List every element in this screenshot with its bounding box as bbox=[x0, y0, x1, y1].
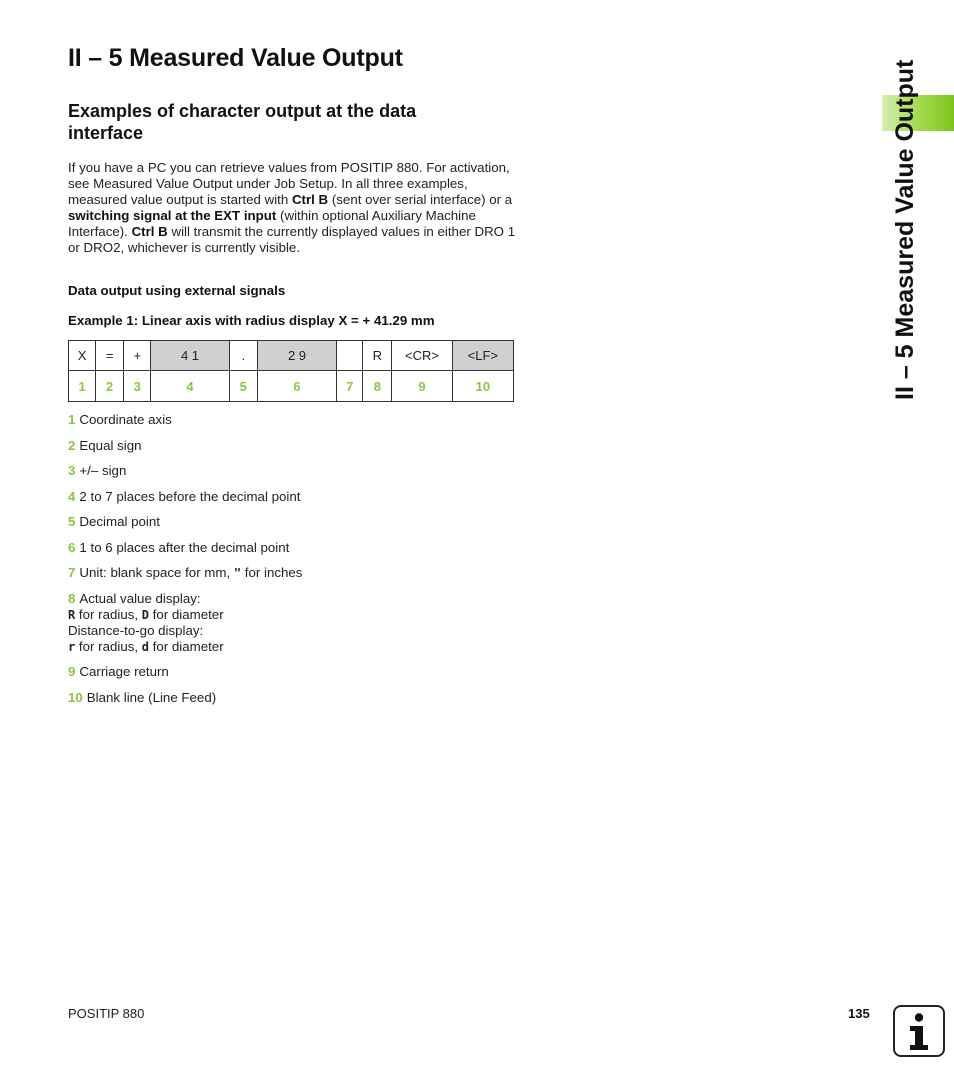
table-cell: = bbox=[96, 341, 124, 371]
intro-text-1: If you have a PC you can retrieve values from POSITIP 880. For activation, see Measured Value Output under Job Setup. In all three examples, measured value output is started with bbox=[68, 160, 510, 207]
legend-text: Unit: blank space for mm, bbox=[79, 565, 234, 580]
page-title: II – 5 Measured Value Output bbox=[68, 44, 403, 72]
list-item bbox=[68, 412, 488, 428]
table-cell: + bbox=[124, 341, 151, 371]
list-item bbox=[68, 664, 488, 680]
legend-mono-char: d bbox=[141, 639, 149, 654]
legend-text: Distance-to-go display: bbox=[68, 622, 204, 638]
table-cell: 10 bbox=[452, 371, 513, 402]
legend-number: 3 bbox=[68, 463, 76, 478]
table-cell: 3 bbox=[124, 371, 151, 402]
list-item bbox=[68, 690, 488, 706]
legend-mono-char: " bbox=[233, 566, 242, 580]
legend-number: 6 bbox=[68, 539, 76, 555]
list-item bbox=[68, 591, 488, 655]
list-item bbox=[68, 514, 488, 530]
table-cell: 4 bbox=[151, 371, 229, 402]
legend-number: 5 bbox=[68, 514, 76, 529]
legend-number: 9 bbox=[68, 664, 76, 679]
output-format-table bbox=[68, 340, 514, 402]
legend-number: 7 bbox=[68, 565, 76, 580]
table-cell: <LF> bbox=[452, 341, 513, 371]
side-chapter-text: II – 5 Measured Value Output bbox=[891, 59, 919, 400]
table-cell: 2 9 bbox=[257, 341, 336, 371]
legend-number: 1 bbox=[68, 412, 76, 427]
table-cell: 9 bbox=[392, 371, 452, 402]
legend-text: Equal sign bbox=[79, 437, 142, 453]
legend-text: for inches bbox=[241, 565, 303, 580]
page-number: 135 bbox=[848, 1006, 870, 1021]
legend-text: Coordinate axis bbox=[79, 412, 172, 427]
list-item bbox=[68, 540, 488, 556]
legend-text: Actual value display: bbox=[79, 590, 201, 606]
table-cell: <CR> bbox=[392, 341, 452, 371]
legend-mono-char: r bbox=[68, 639, 76, 654]
footer-product: POSITIP 880 bbox=[68, 1006, 145, 1021]
section-heading: Data output using external signals bbox=[68, 283, 286, 298]
intro-text-2: (sent over serial interface) or a bbox=[328, 192, 513, 207]
list-item bbox=[68, 565, 488, 581]
legend-mono-char: D bbox=[141, 607, 149, 622]
legend-text: 2 to 7 places before the decimal point bbox=[79, 488, 301, 504]
table-cell: 5 bbox=[229, 371, 257, 402]
intro-bold-ctrlb-1: Ctrl B bbox=[291, 192, 329, 207]
table-cell: R bbox=[363, 341, 392, 371]
table-cell: 7 bbox=[337, 371, 363, 402]
table-row-characters bbox=[69, 341, 514, 371]
intro-bold-switching: switching signal at the EXT input bbox=[68, 208, 277, 223]
legend-text: Carriage return bbox=[79, 664, 169, 679]
legend-number: 10 bbox=[68, 689, 83, 705]
table-cell: . bbox=[229, 341, 257, 371]
legend-text: +/– sign bbox=[79, 463, 127, 478]
section-subtitle: Examples of character output at the data interface bbox=[68, 101, 417, 143]
info-icon bbox=[893, 1005, 945, 1057]
legend-mono-char: R bbox=[68, 607, 76, 622]
legend-number: 4 bbox=[68, 488, 76, 504]
table-cell: 6 bbox=[257, 371, 336, 402]
legend-text: for radius, bbox=[75, 606, 142, 622]
table-cell: 8 bbox=[363, 371, 392, 402]
list-item bbox=[68, 489, 488, 505]
legend-text: for diameter bbox=[148, 606, 224, 622]
legend-number: 2 bbox=[68, 437, 76, 453]
table-cell: 2 bbox=[96, 371, 124, 402]
intro-text-4: will transmit the currently displayed values in either DRO 1 or DRO2, whichever is currently visible. bbox=[68, 224, 516, 255]
table-row-numbers bbox=[69, 371, 514, 402]
list-item bbox=[68, 463, 488, 479]
legend-list bbox=[68, 412, 488, 715]
table-cell: 4 1 bbox=[151, 341, 229, 371]
legend-text: for diameter bbox=[148, 638, 224, 654]
intro-text-3: (within optional Auxiliary Machine Interface). bbox=[68, 208, 476, 239]
legend-text: Decimal point bbox=[79, 514, 160, 529]
table-cell bbox=[337, 341, 363, 371]
list-item bbox=[68, 438, 488, 454]
table-cell: X bbox=[69, 341, 96, 371]
legend-text: for radius, bbox=[75, 638, 142, 654]
example-heading: Example 1: Linear axis with radius display X = + 41.29 mm bbox=[68, 313, 435, 328]
legend-text: Blank line (Line Feed) bbox=[86, 689, 217, 705]
legend-text: 1 to 6 places after the decimal point bbox=[79, 539, 290, 555]
legend-number: 8 bbox=[68, 590, 76, 606]
intro-paragraph bbox=[68, 160, 518, 256]
table-cell: 1 bbox=[69, 371, 96, 402]
intro-bold-ctrlb-2: Ctrl B bbox=[131, 224, 168, 239]
